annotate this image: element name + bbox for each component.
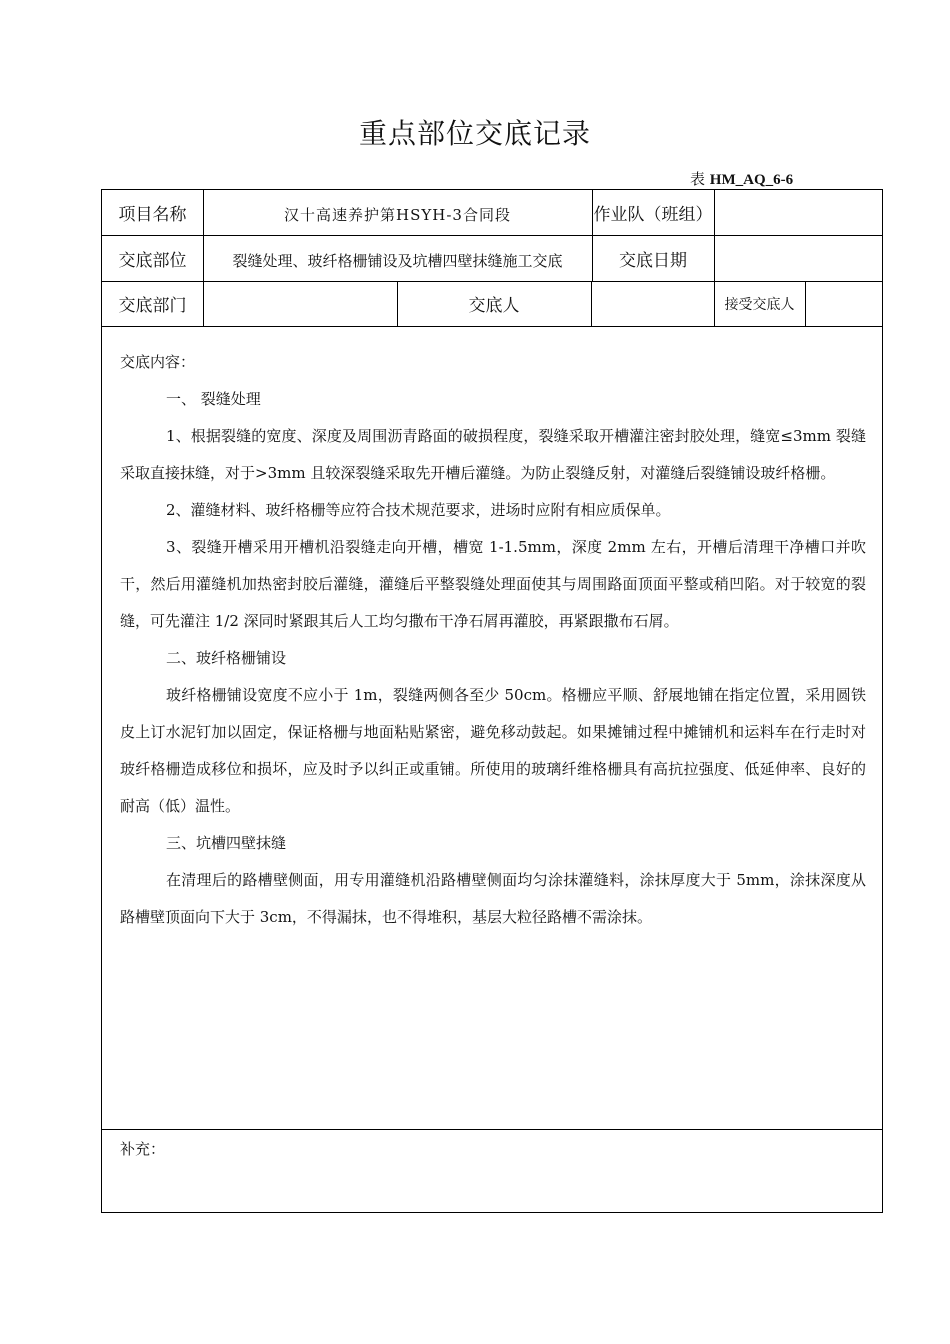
section-heading-1: 一、 裂缝处理 xyxy=(166,390,261,408)
form-code-value: HM_AQ_6-6 xyxy=(709,172,794,188)
content-paragraph-5: 在清理后的路槽壁侧面，用专用灌缝机沿路槽壁侧面均匀涂抹灌缝料，涂抹厚度大于 5mm，涂抹深度从路槽壁顶面向下大于 3cm，不得漏抹，也不得堆积，基层大粒径路槽不需涂抹。 xyxy=(120,871,866,926)
receiver-value[interactable] xyxy=(805,281,884,326)
row-divider-3 xyxy=(102,326,882,327)
content-paragraph-1: 1、根据裂缝的宽度、深度及周围沥青路面的破损程度，裂缝采取开槽灌注密封胶处理，缝宽≤3mm 裂缝采取直接抹缝，对于>3mm 且较深裂缝采取先开槽后灌缝。为防止裂缝反射，对灌缝后裂缝铺设玻纤格栅。 xyxy=(120,427,866,482)
supplement-label: 补充： xyxy=(120,1140,166,1158)
form-code xyxy=(690,168,793,189)
presenter-value[interactable] xyxy=(591,281,714,326)
receiver-label: 接受交底人 xyxy=(724,296,795,313)
date-value[interactable] xyxy=(714,235,884,281)
dept-value[interactable] xyxy=(203,281,397,326)
briefing-content xyxy=(120,344,866,936)
team-value[interactable] xyxy=(714,190,884,235)
content-paragraph-2: 2、灌缝材料、玻纤格栅等应符合技术规范要求，进场时应附有相应质保单。 xyxy=(166,501,671,519)
project-name-label: 项目名称 xyxy=(118,205,187,225)
date-label: 交底日期 xyxy=(619,250,687,271)
section-heading-2: 二、玻纤格栅铺设 xyxy=(166,649,287,667)
project-name-value: 汉十高速养护第HSYH-3合同段 xyxy=(284,206,511,224)
document-title: 重点部位交底记录 xyxy=(358,117,591,150)
row-divider-4 xyxy=(102,1129,882,1130)
section-heading-3: 三、坑槽四壁抹缝 xyxy=(166,834,287,852)
form-code-prefix: 表 xyxy=(690,170,706,188)
location-label: 交底部位 xyxy=(118,250,187,271)
content-paragraph-3: 3、裂缝开槽采用开槽机沿裂缝走向开槽，槽宽 1-1.5mm，深度 2mm 左右，开槽后清理干净槽口并吹干，然后用灌缝机加热密封胶后灌缝，灌缝后平整裂缝处理面使其与周围路面顶面平整或稍凹陷。对于较宽的裂缝，可先灌注 1/2 深同时紧跟其后人工均匀撒布干净石屑再灌胶，再紧跟撒布石屑。 xyxy=(120,538,866,630)
content-intro: 交底内容： xyxy=(120,353,196,371)
dept-label: 交底部门 xyxy=(118,296,187,316)
team-label: 作业队（班组） xyxy=(593,205,713,225)
presenter-label: 交底人 xyxy=(468,296,520,316)
content-paragraph-4: 玻纤格栅铺设宽度不应小于 1m，裂缝两侧各至少 50cm。格栅应平顺、舒展地铺在指定位置，采用圆铁皮上订水泥钉加以固定，保证格栅与地面粘贴紧密，避免移动鼓起。如果摊铺过程中摊铺机和运料车在行走时对玻纤格栅造成移位和损坏，应及时予以纠正或重铺。所使用的玻璃纤维格栅具有高抗拉强度、低延伸率、良好的耐高（低）温性。 xyxy=(120,686,866,815)
location-value: 裂缝处理、玻纤格栅铺设及坑槽四壁抹缝施工交底 xyxy=(232,251,563,270)
